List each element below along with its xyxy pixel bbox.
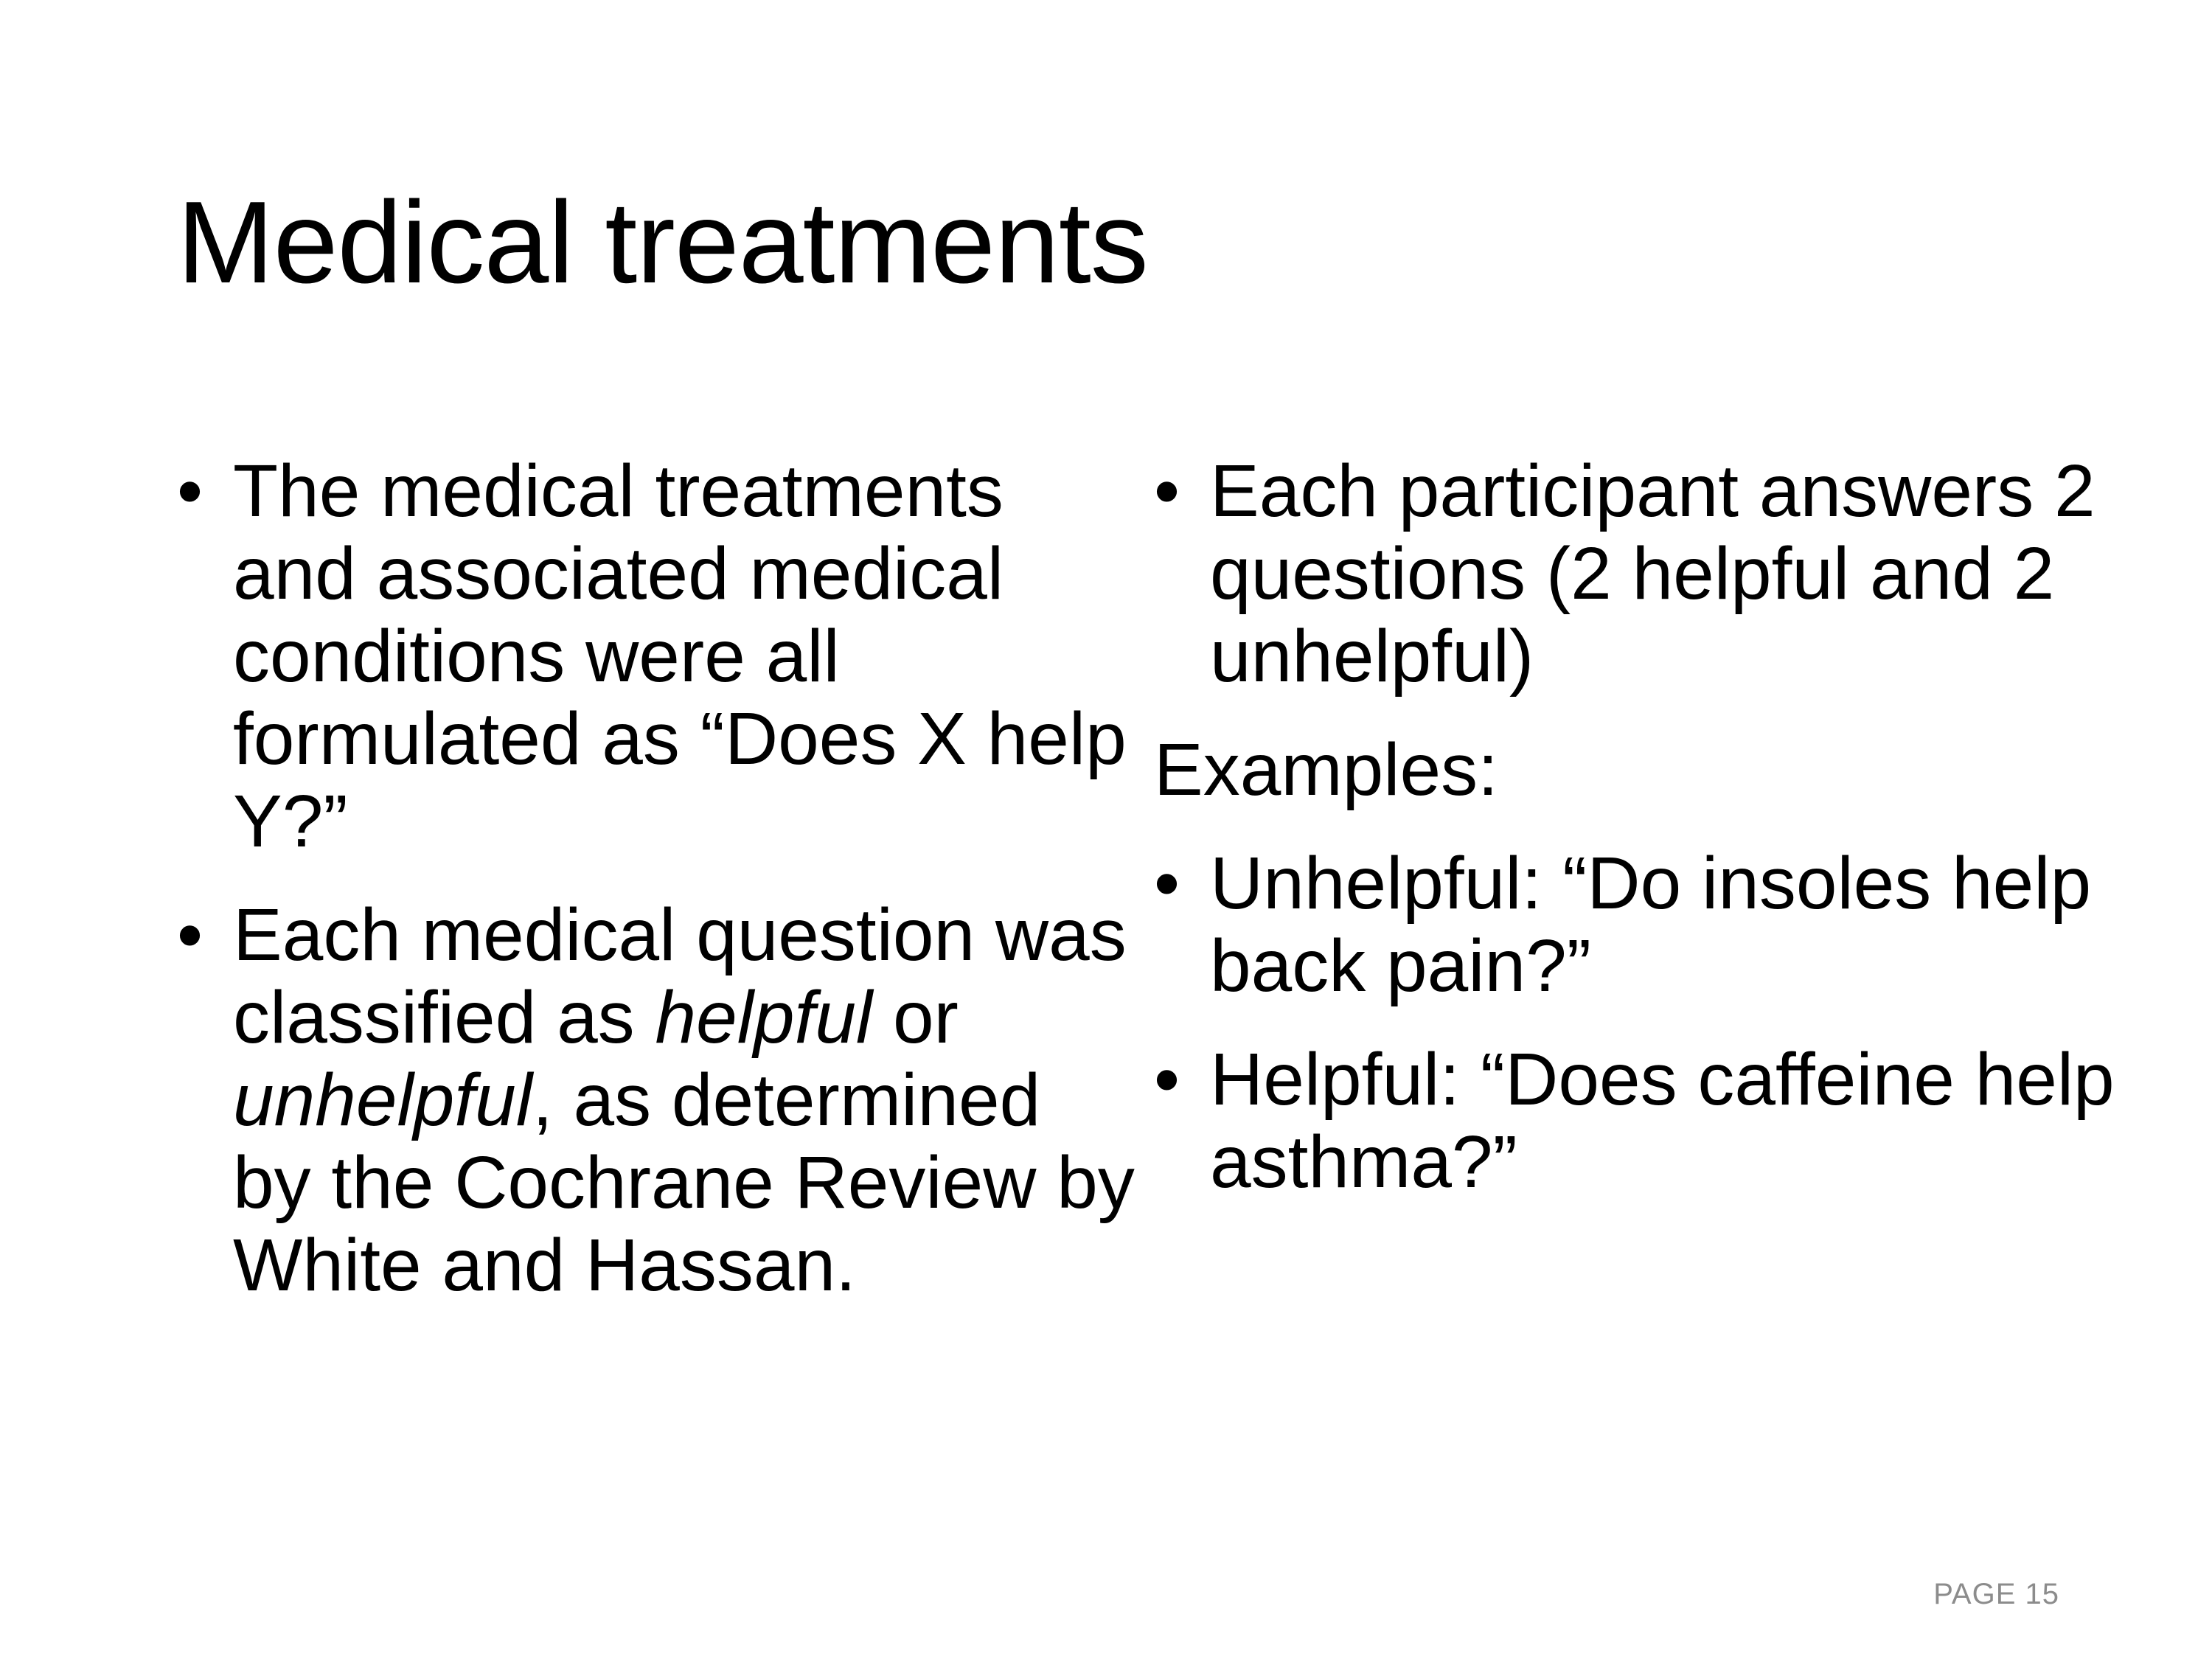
examples-label: Examples: [1154,728,1498,811]
bullet-text [233,894,1135,1307]
bullet-item [1154,842,2171,1007]
slide-title: Medical treatments [177,178,1148,307]
bullet-icon: • [177,894,204,976]
bullet-icon: • [1154,842,1180,925]
bullet-text: Unhelpful: “Do insoles help back pain?” [1210,842,2092,1007]
emphasis-helpful: helpful [655,976,873,1059]
bullet-text-part: Each medical question was classified as [233,894,1127,1059]
page-number: PAGE 15 [1933,1578,2059,1610]
bullet-text: The medical treatments and associated medical conditions were all formulated as “Does X help Y?” [233,450,1127,863]
left-column [177,450,1135,1338]
bullet-item [1154,1038,2171,1203]
bullet-text-part: , as determined by the Cochrane Review by White and Hassan. [233,1059,1135,1307]
bullet-item [177,450,1135,863]
right-column [1154,450,2171,1234]
bullet-item [177,894,1135,1307]
bullet-text: Each participant answers 2 questions (2 helpful and 2 unhelpful) [1210,450,2096,698]
bullet-icon: • [1154,1038,1180,1121]
bullet-icon: • [1154,450,1180,532]
emphasis-unhelpful: unhelpful [233,1059,532,1141]
bullet-text: Helpful: “Does caffeine help asthma?” [1210,1038,2115,1203]
bullet-item [1154,450,2171,698]
bullet-icon: • [177,450,204,532]
bullet-text-part: or [872,976,959,1059]
